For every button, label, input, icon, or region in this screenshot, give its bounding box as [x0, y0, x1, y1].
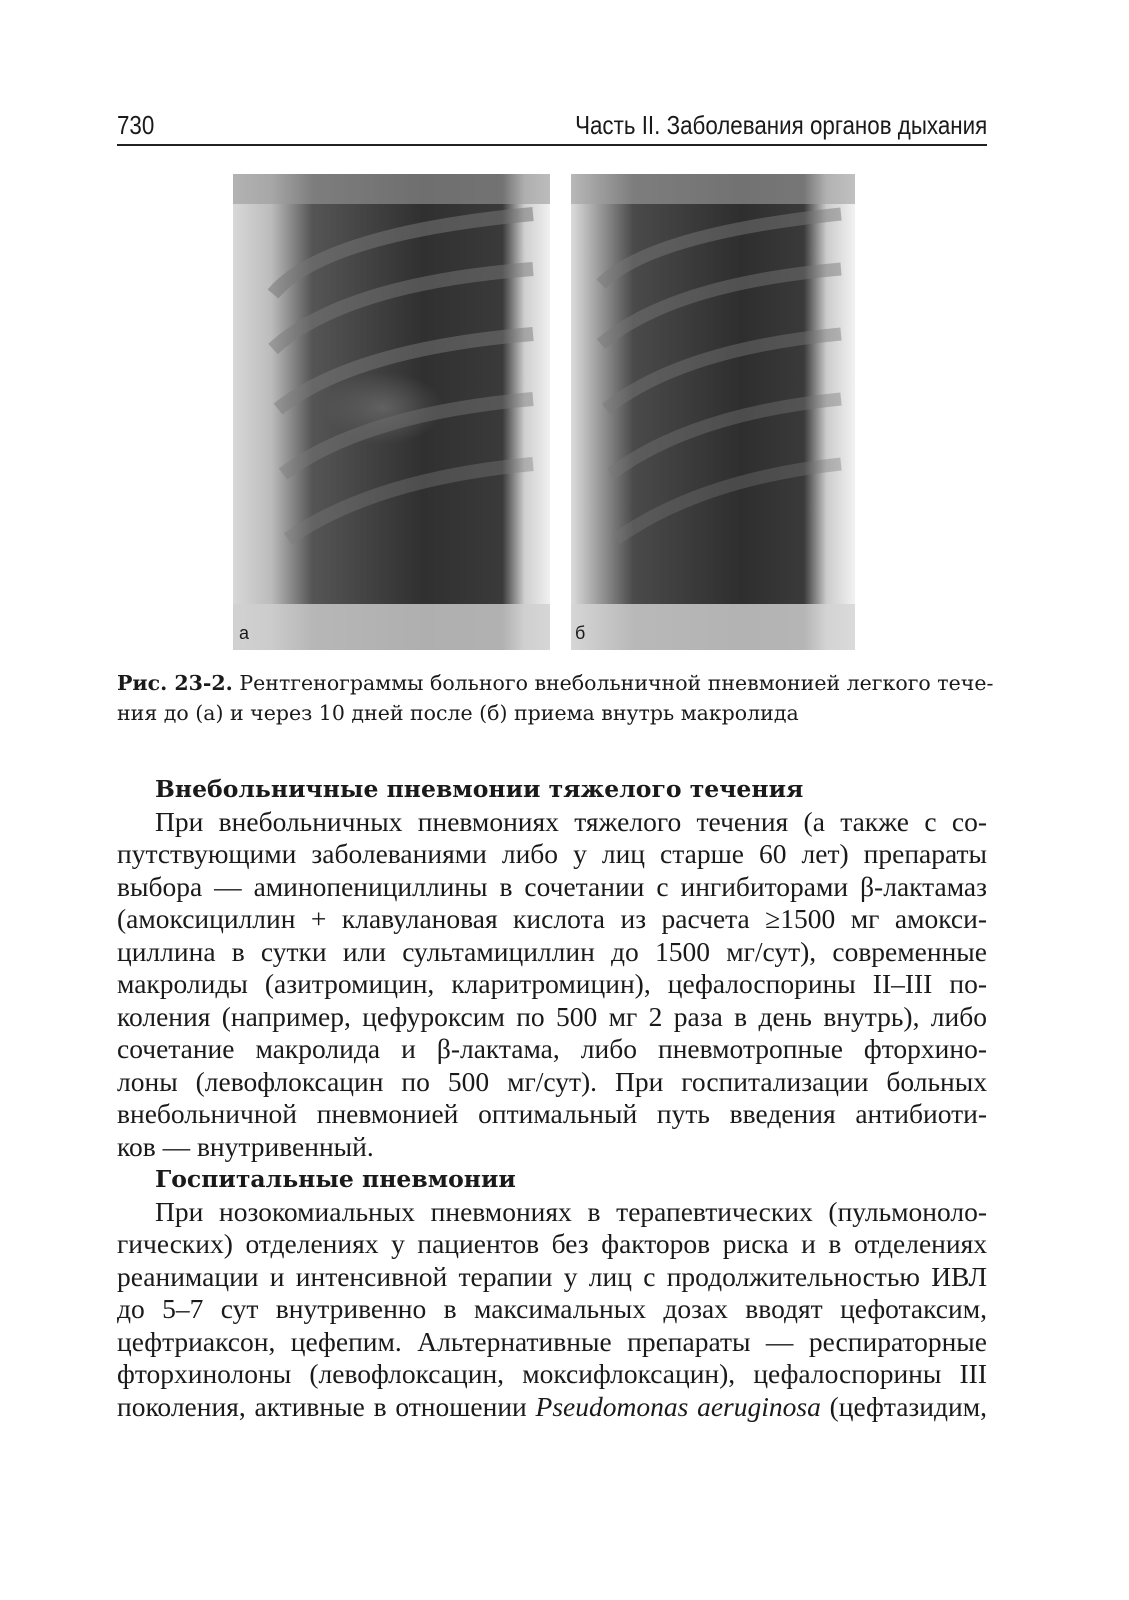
panel-label-a: а [239, 623, 250, 643]
paragraph-line: путствующими заболеваниями либо у лиц старше 60 лет) препараты [117, 838, 987, 869]
paragraph-line: фторхинолоны (левофлоксацин, моксифлоксацин), цефалоспорины III [117, 1358, 987, 1389]
paragraph-line: внебольничной пневмонией оптимальный путь введения антибиоти- [117, 1098, 987, 1129]
paragraph-line: ков — внутривенный. [117, 1130, 374, 1162]
paragraph-line: до 5–7 сут внутривенно в максимальных дозах вводят цефотаксим, [117, 1293, 987, 1324]
paragraph-line: поколения, активные в отношении Pseudomonas aeruginosa (цефтазидим, [117, 1390, 987, 1422]
paragraph-line: макролиды (азитромицин, кларитромицин), цефалоспорины II–III по- [117, 968, 987, 999]
paragraph-line: выбора — аминопенициллины в сочетании с ингибиторами β-лактамаз [117, 870, 987, 902]
panel-label-b: б [575, 623, 586, 643]
xray-image-b [571, 174, 855, 650]
section-heading-1: Внебольничные пневмонии тяжелого течения [155, 775, 804, 803]
section-heading-2: Госпитальные пневмонии [155, 1165, 516, 1193]
paragraph-line: При внебольничных пневмониях тяжелого течения (а также с со- [155, 805, 987, 837]
paragraph-line: гических) отделениях у пациентов без факторов риска и в отделениях [117, 1228, 987, 1259]
paragraph-line: реанимации и интенсивной терапии у лиц с продолжительностью ИВЛ [117, 1260, 987, 1292]
page-number: 730 [117, 110, 155, 140]
running-title: Часть II. Заболевания органов дыхания [574, 110, 987, 140]
xray-image-a [233, 174, 550, 650]
paragraph-line: цефтриаксон, цефепим. Альтернативные препараты — респираторные [117, 1325, 987, 1357]
caption-line-1: Рис. 23-2. Рентгенограммы больного внебольничной пневмонией легкого тече- [117, 671, 994, 695]
caption-label: Рис. 23-2. [117, 671, 233, 695]
running-header [117, 106, 987, 146]
paragraph-line: При нозокомиальных пневмониях в терапевтических (пульмоноло- [155, 1195, 987, 1227]
caption-line-2: ния до (а) и через 10 дней после (б) приема внутрь макролида [117, 701, 799, 725]
figure-caption [117, 668, 994, 728]
paragraph-line: коления (например, цефуроксим по 500 мг 2 раза в день внутрь), либо [117, 1000, 987, 1032]
paragraph-line: сочетание макролида и β-лактама, либо пневмотропные фторхино- [117, 1033, 987, 1064]
paragraph-line: лоны (левофлоксацин по 500 мг/сут). При госпитализации больных [117, 1065, 987, 1097]
paragraph-line: циллина в сутки или сультамициллин до 1500 мг/сут), современные [117, 935, 987, 967]
paragraph-line: (амоксициллин + клавулановая кислота из расчета ≥1500 мг амокси- [117, 903, 987, 934]
section-community-pneumonia [117, 773, 987, 1423]
species-name: Pseudomonas aeruginosa [535, 1390, 821, 1422]
